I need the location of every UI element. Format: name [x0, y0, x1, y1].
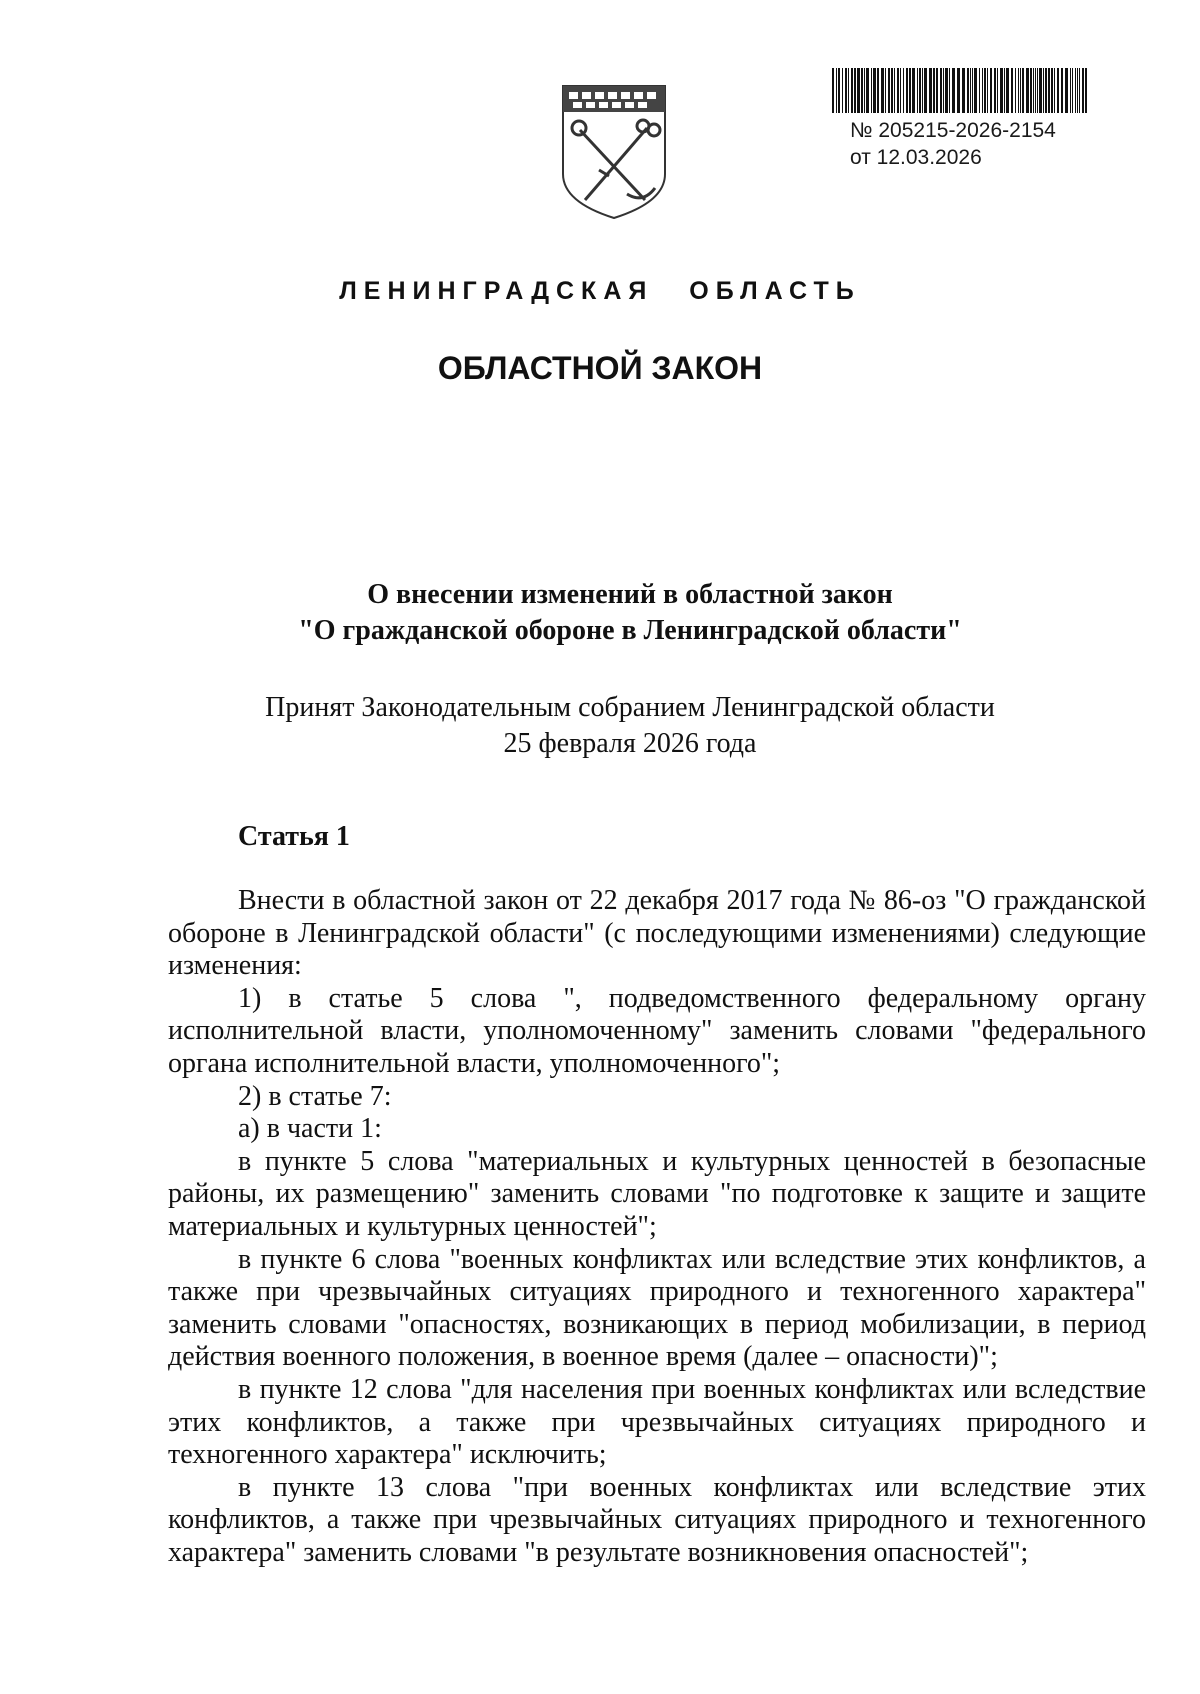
article-heading: Статья 1	[238, 821, 350, 852]
barcode-image	[832, 68, 1090, 113]
law-title-line-2: "О гражданской обороне в Ленинградской области"	[298, 615, 962, 646]
paragraph-item-2a: а) в части 1:	[238, 1113, 382, 1145]
paragraph-item-1: 1) в статье 5 слова ", подведомственного федеральному органу исполнительной власти, уполномоченному" заменить словами "федерального органа исполнительной власти, уполномоченного";	[168, 982, 1146, 1079]
registration-number: № 205215-2026-2154	[850, 119, 1056, 142]
article-body	[168, 885, 1146, 1569]
adoption-date: 25 февраля 2026 года	[503, 728, 757, 759]
paragraph-intro: Внести в областной закон от 22 декабря 2017 года № 86-оз "О гражданской обороне в Ленинградской области" (с последующими изменениями) следующие изменения:	[168, 885, 1146, 982]
registration-date: от 12.03.2026	[850, 146, 982, 169]
paragraph-item-2: 2) в статье 7:	[238, 1080, 392, 1112]
document-type-heading: ОБЛАСТНОЙ ЗАКОН	[437, 350, 763, 386]
law-title	[0, 577, 1200, 649]
registration-block	[850, 117, 1056, 171]
law-title-line-1: О внесении изменений в областной закон	[367, 579, 893, 610]
adoption-line-1: Принят Законодательным собранием Ленинградской области	[265, 692, 995, 723]
paragraph-point-12: в пункте 12 слова "для населения при военных конфликтах или вследствие этих конфликтов, а также при чрезвычайных ситуациях природного и техногенного характера" исключить;	[168, 1373, 1146, 1471]
region-title: ЛЕНИНГРАДСКАЯ ОБЛАСТЬ	[339, 277, 861, 305]
paragraph-point-5: в пункте 5 слова "материальных и культурных ценностей в безопасные районы, их размещению" заменить словами "по подготовке к защите и защите материальных и культурных ценностей";	[168, 1145, 1146, 1242]
paragraph-point-13: в пункте 13 слова "при военных конфликтах или вследствие этих конфликтов, а также при чрезвычайных ситуациях природного и техногенного характера" заменить словами "в результате возникновения опасностей";	[168, 1471, 1146, 1568]
adoption-note	[0, 690, 1200, 762]
coat-of-arms-emblem	[555, 82, 673, 222]
paragraph-point-6: в пункте 6 слова "военных конфликтах или вследствие этих конфликтов, а также при чрезвычайных ситуациях природного и техногенного характера" заменить словами "опасностях, возникающих в период мобилизации, в период действия военного положения, в военное время (далее – опасности)";	[168, 1243, 1146, 1373]
